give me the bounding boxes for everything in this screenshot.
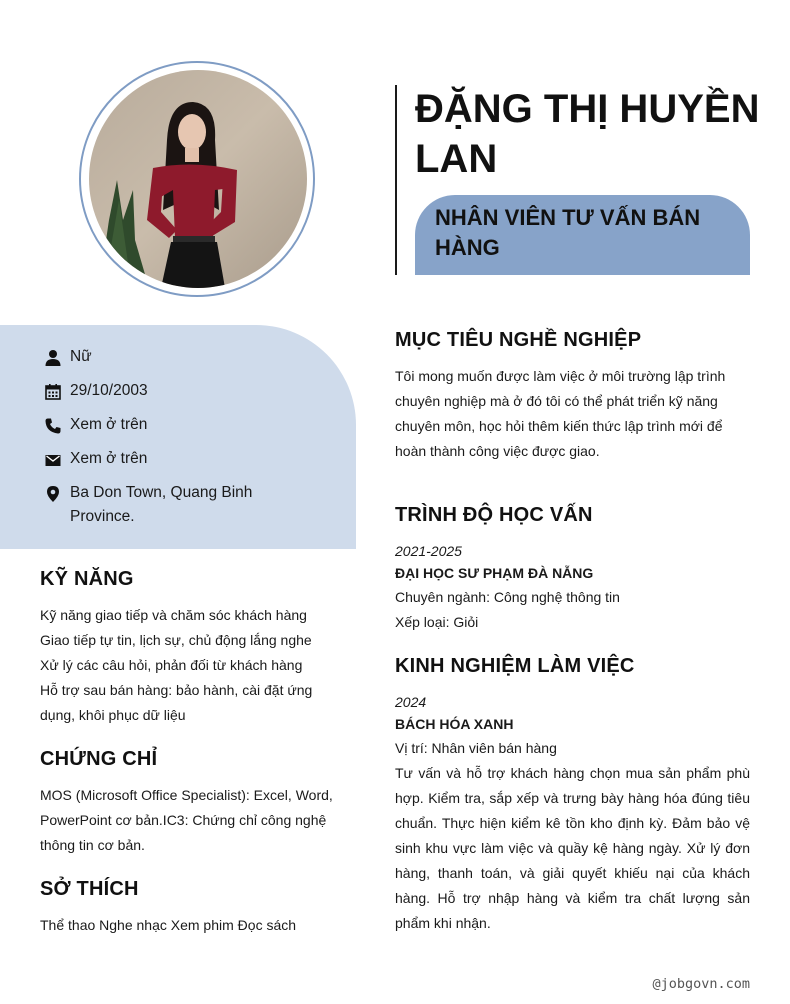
birthdate-value: 29/10/2003 <box>70 382 148 399</box>
email-row <box>44 450 284 471</box>
objective-heading: MỤC TIÊU NGHỀ NGHIỆP <box>395 329 642 351</box>
experience-heading: KINH NGHIỆM LÀM VIỆC <box>395 655 635 677</box>
company-name: BÁCH HÓA XANH <box>395 716 514 732</box>
certificates-heading: CHỨNG CHỈ <box>40 748 158 770</box>
gender-row <box>44 348 284 369</box>
experience-entry <box>395 691 750 936</box>
avatar <box>89 70 307 288</box>
skills-list <box>40 603 350 728</box>
mail-icon <box>44 451 62 469</box>
candidate-name: ĐẶNG THỊ HUYỀN LAN <box>415 87 760 181</box>
skill-item: Giao tiếp tự tin, lịch sự, chủ động lắng nghe <box>40 632 312 648</box>
hobbies-heading: SỞ THÍCH <box>40 878 139 900</box>
education-heading: TRÌNH ĐỘ HỌC VẤN <box>395 504 593 526</box>
address-row <box>44 484 284 529</box>
certificates-text: MOS (Microsoft Office Specialist): Excel, Word, PowerPoint cơ bản.IC3: Chứng chỉ công nghệ thông tin cơ bản. <box>40 787 333 853</box>
phone-row <box>44 416 284 437</box>
email-value: Xem ở trên <box>70 450 148 467</box>
skill-item: Hỗ trợ sau bán hàng: bảo hành, cài đặt ứng dụng, khôi phục dữ liệu <box>40 682 313 723</box>
experience-position: Vị trí: Nhân viên bán hàng <box>395 740 557 756</box>
calendar-icon <box>44 383 62 401</box>
objective-text: Tôi mong muốn được làm việc ở môi trường lập trình chuyên nghiệp mà ở đó tôi có thể phát triển kỹ năng chuyên môn, học hỏi thêm kiến thức lập trình mới để hoàn thành công việc được giao. <box>395 368 726 459</box>
phone-icon <box>44 417 62 435</box>
experience-description: Tư vấn và hỗ trợ khách hàng chọn mua sản phẩm phù hợp. Kiểm tra, sắp xếp và trưng bày hàng hóa đúng tiêu chuẩn. Thực hiện kiểm kê tồn kho định kỳ. Đảm bảo vệ sinh khu vực làm việc và quầy kệ hàng ngày. Xử lý đơn hàng, thanh toán, và giải quyết khiếu nại của khách hàng. Hỗ trợ nhập hàng và kiểm tra chất lượng sản phẩm khi nhận. <box>395 765 750 931</box>
education-major: Chuyên ngành: Công nghệ thông tin <box>395 589 620 605</box>
gender-value: Nữ <box>70 348 92 365</box>
person-icon <box>44 349 62 367</box>
education-grade: Xếp loại: Giỏi <box>395 614 479 630</box>
education-period: 2021-2025 <box>395 543 462 559</box>
watermark: @jobgovn.com <box>652 976 750 992</box>
phone-value: Xem ở trên <box>70 416 148 433</box>
school-name: ĐẠI HỌC SƯ PHẠM ĐÀ NẴNG <box>395 565 594 581</box>
skill-item: Kỹ năng giao tiếp và chăm sóc khách hàng <box>40 607 307 623</box>
skill-item: Xử lý các câu hỏi, phản đối từ khách hàng <box>40 657 303 673</box>
location-pin-icon <box>44 485 62 503</box>
education-entry <box>395 540 750 635</box>
address-value: Ba Don Town, Quang Binh Province. <box>70 484 253 525</box>
experience-period: 2024 <box>395 694 427 710</box>
job-title: NHÂN VIÊN TƯ VẤN BÁN HÀNG <box>435 205 701 260</box>
hobbies-text: Thể thao Nghe nhạc Xem phim Đọc sách <box>40 917 297 933</box>
name-divider <box>395 85 397 275</box>
skills-heading: KỸ NĂNG <box>40 568 134 590</box>
birthdate-row <box>44 382 284 403</box>
